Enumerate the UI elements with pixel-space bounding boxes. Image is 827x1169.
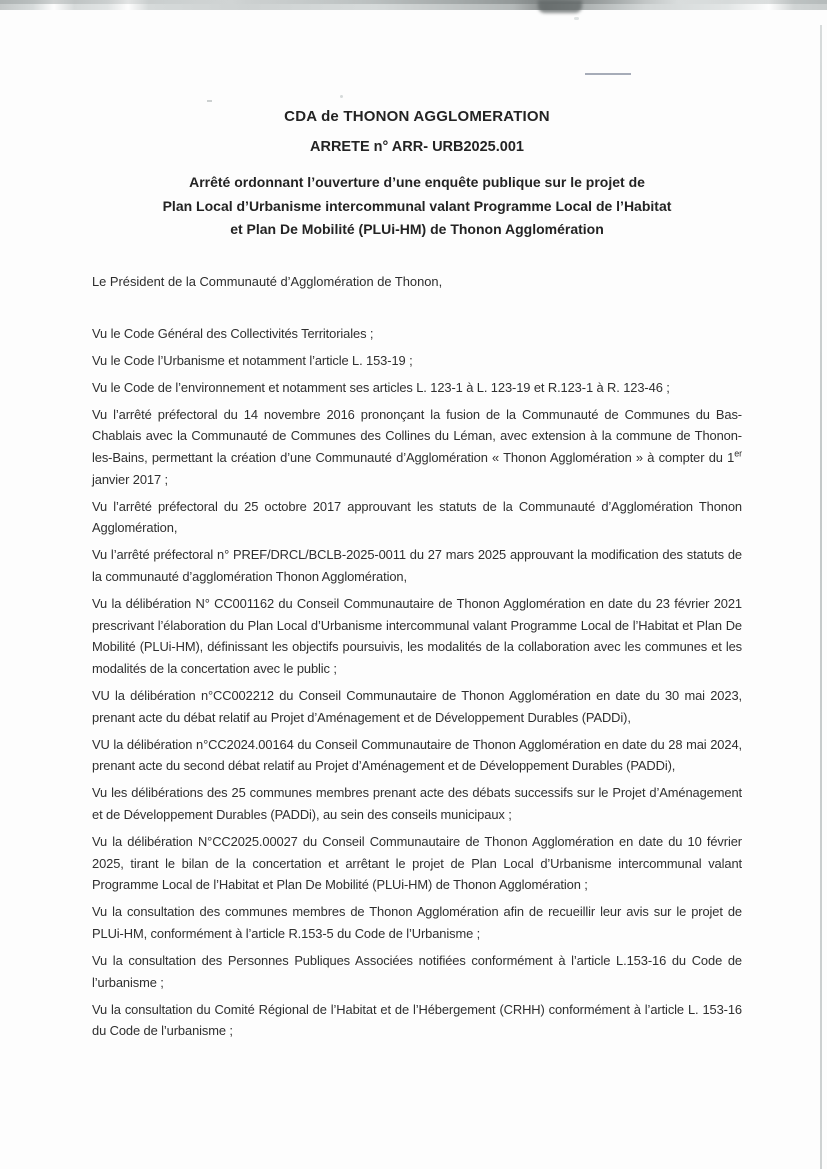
recital-paragraph: Vu la consultation des communes membres de Thonon Agglomération afin de recueillir leur avis sur le projet de PLUi-HM, conformément à l’article R.153-5 du Code de l’Urbanisme ; xyxy=(92,904,742,941)
recital-paragraph: VU la délibération n°CC002212 du Conseil Communautaire de Thonon Agglomération en date du 30 mai 2023, prenant acte du débat relatif au Projet d’Aménagement et de Développement Durables (PADDi), xyxy=(92,687,742,725)
scan-artifact-right-edge xyxy=(820,25,822,1169)
recital-paragraph: Vu l’arrêté préfectoral du 25 octobre 2017 approuvant les statuts de la Communauté d’Agglomération Thonon Agglomération, xyxy=(92,498,742,536)
recital-paragraph: Vu la délibération N° CC001162 du Conseil Communautaire de Thonon Agglomération en date du 23 février 2021 prescrivant l’élaboration du Plan Local d’Urbanisme intercommunal valant Programme Local de l’Habitat et Plan De Mobilité (PLUi-HM), définissant les objectifs poursuivis, les modalités de la collaboration avec les communes et les modalités de la concertation avec le public ; xyxy=(92,596,742,676)
document-subtitle-line-3: et Plan De Mobilité (PLUi-HM) de Thonon Agglomération xyxy=(230,221,604,237)
recital-paragraph: Vu l’arrêté préfectoral n° PREF/DRCL/BCLB-2025-0011 du 27 mars 2025 approuvant la modification des statuts de la communauté d’agglomération Thonon Agglomération, xyxy=(92,547,742,584)
arrete-number: ARRETE n° ARR- URB2025.001 xyxy=(310,139,524,155)
document-subtitle-line-2: Plan Local d’Urbanisme intercommunal valant Programme Local de l’Habitat xyxy=(162,197,672,214)
recitals-list xyxy=(92,323,742,1042)
recital-paragraph: Vu les délibérations des 25 communes membres prenant acte des débats successifs sur le Projet d’Aménagement et de Développement Durables (PADDi), au sein des conseils municipaux ; xyxy=(92,785,742,822)
recital-paragraph: VU la délibération n°CC2024.00164 du Conseil Communautaire de Thonon Agglomération en date du 28 mai 2024, prenant acte du second débat relatif au Projet d’Aménagement et de Développement Durables (PADDi), xyxy=(92,736,742,774)
recital-paragraph: Vu le Code l’Urbanisme et notamment l’article L. 153-19 ; xyxy=(92,352,413,368)
document-title: CDA de THONON AGGLOMERATION xyxy=(284,108,550,125)
recital-paragraph: Vu la délibération N°CC2025.00027 du Conseil Communautaire de Thonon Agglomération en date du 10 février 2025, tirant le bilan de la concertation et arrêtant le projet de Plan Local d’Urbanisme intercommunal valant Programme Local de l’Habitat et Plan De Mobilité (PLUi-HM) de Thonon Agglomération ; xyxy=(92,833,742,893)
recital-paragraph: Vu la consultation des Personnes Publiques Associées notifiées conformément à l’article L.153-16 du Code de l’urbanisme ; xyxy=(92,952,742,990)
opening-line: Le Président de la Communauté d’Agglomération de Thonon, xyxy=(92,273,443,289)
recital-paragraph: Vu la consultation du Comité Régional de l’Habitat et de l’Hébergement (CRHH) conformément à l’article L. 153-16 du Code de l’urbanisme ; xyxy=(92,1001,742,1039)
recital-paragraph: Vu le Code Général des Collectivités Territoriales ; xyxy=(92,325,374,341)
document-subtitle-line-1: Arrêté ordonnant l’ouverture d’une enquête publique sur le projet de xyxy=(189,174,645,190)
recital-paragraph: Vu le Code de l’environnement et notamment ses articles L. 123-1 à L. 123-19 et R.123-1 à R. 123-46 ; xyxy=(92,379,670,395)
recital-paragraph: Vu l’arrêté préfectoral du 14 novembre 2016 prononçant la fusion de la Communauté de Communes du Bas-Chablais avec la Communauté de Communes des Collines du Léman, avec extension à la commune de Thonon-les-Bains, permettant la création d’une Communauté d’Agglomération « Thonon Agglomération » à compter du 1er janvier 2017 ; xyxy=(92,406,742,487)
document-content xyxy=(92,0,742,1047)
document-subtitle xyxy=(92,171,742,242)
